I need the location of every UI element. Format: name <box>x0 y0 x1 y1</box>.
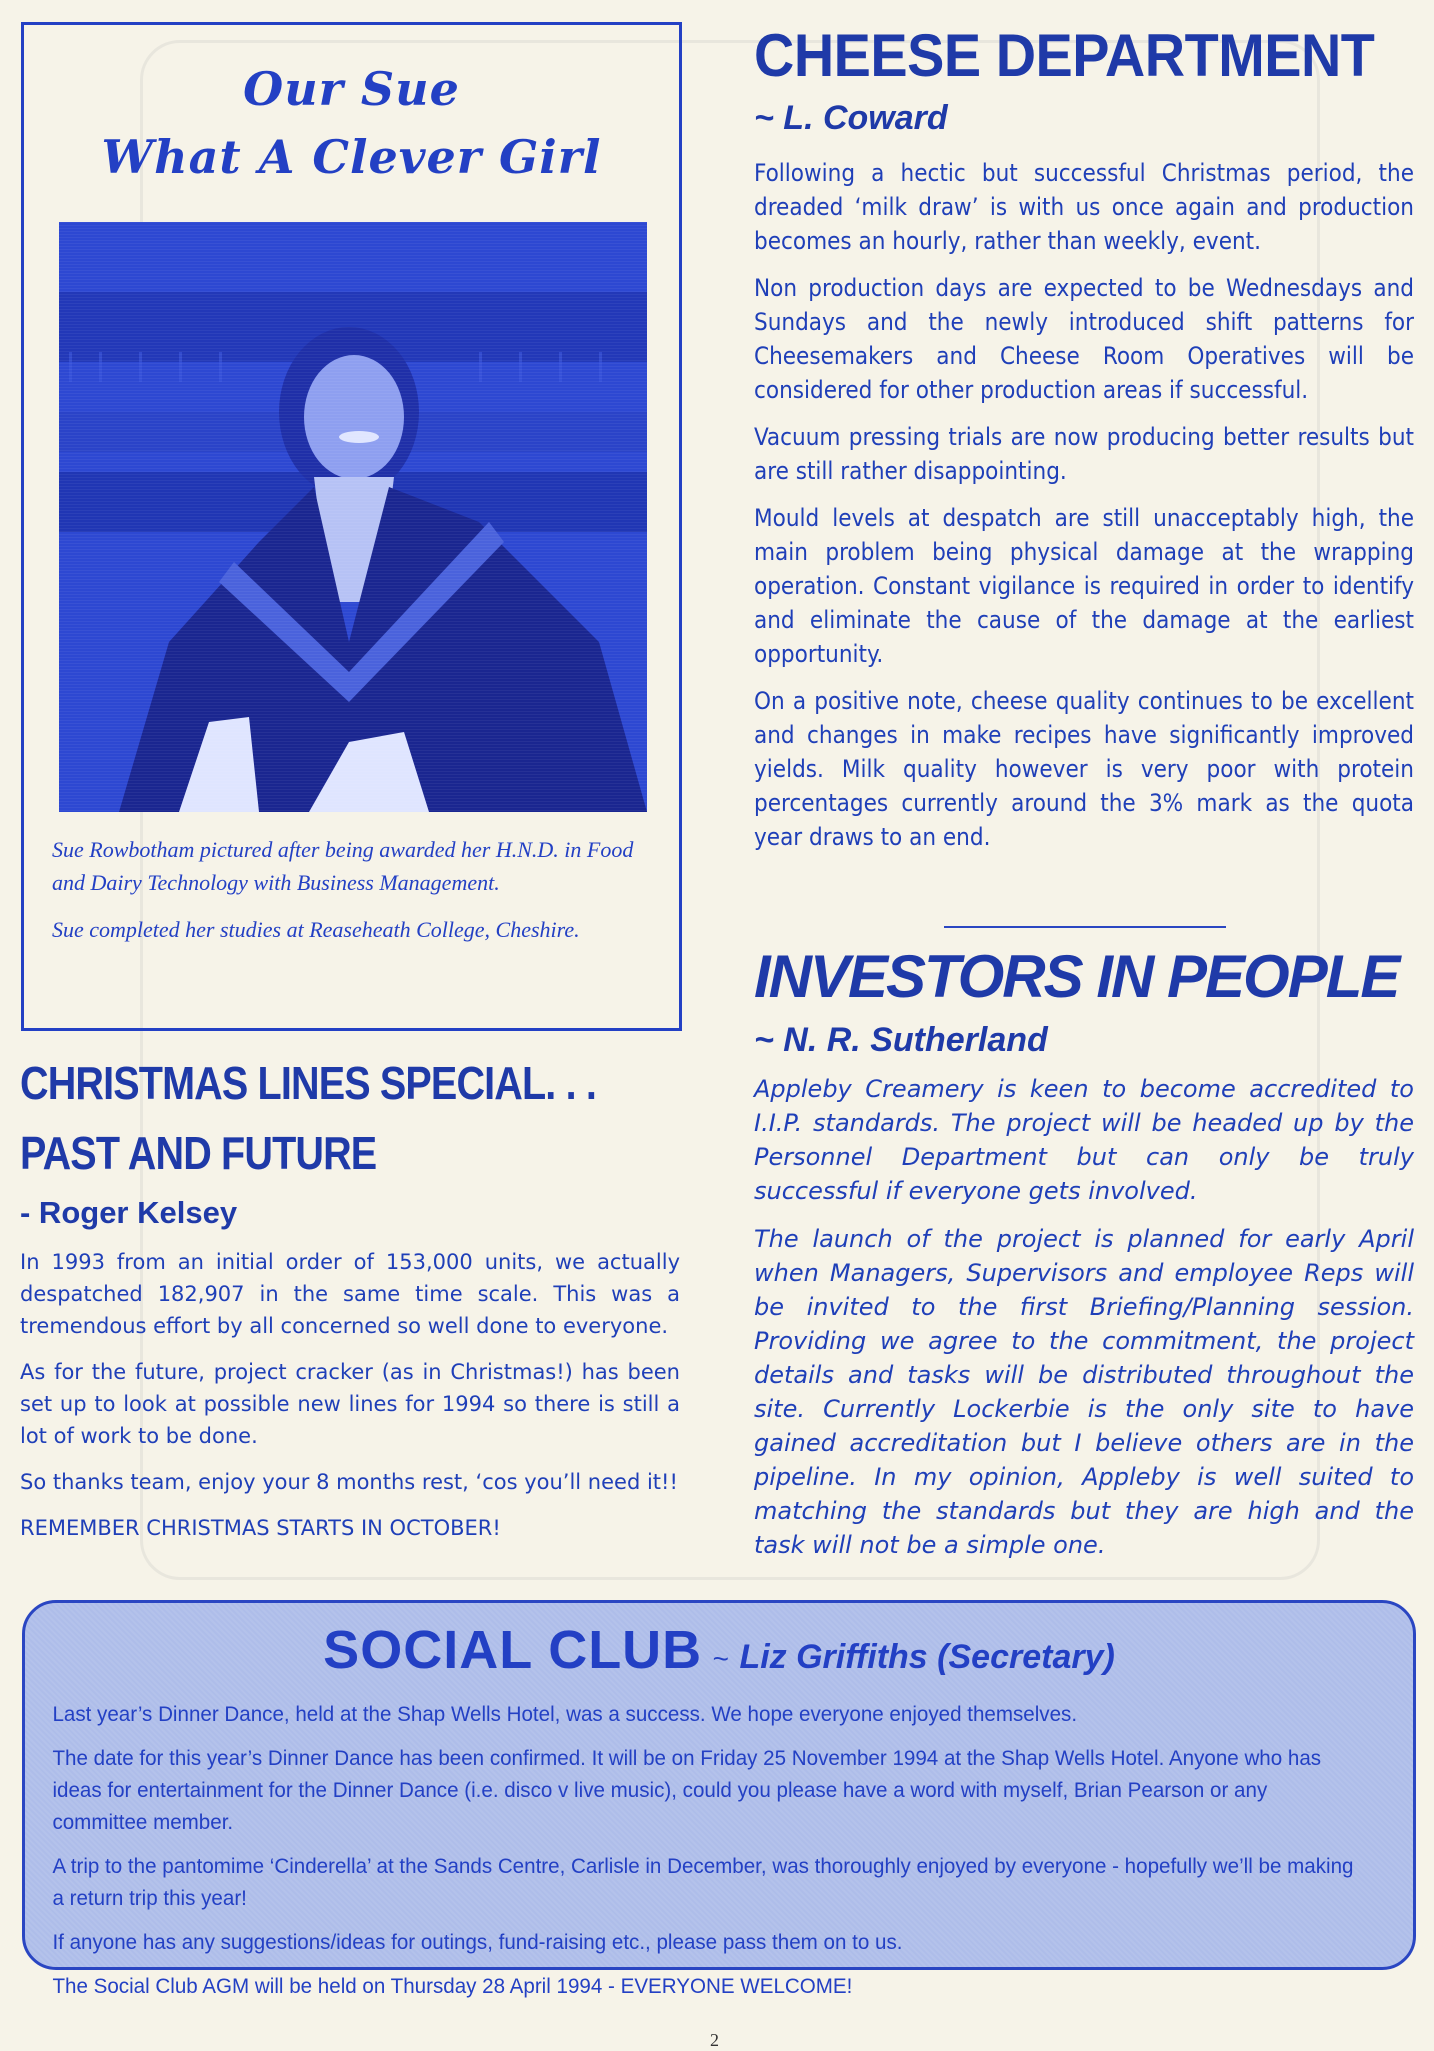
social-paragraph: A trip to the pantomime ‘Cinderella’ at the Sands Centre, Carlisle in December, was thoroughly enjoyed by everyone - hopefully we’ll be making a return trip this year! <box>52 1855 1354 1910</box>
article-title: CHEESE DEPARTMENT <box>754 22 1375 89</box>
graduation-photo <box>59 222 647 812</box>
social-club-body <box>25 1685 1385 2003</box>
investors-in-people-article <box>754 940 1414 1576</box>
article-title: INVESTORS IN PEOPLE <box>754 943 1399 1010</box>
sue-feature-title <box>24 55 679 191</box>
article-title-line-1: CHRISTMAS LINES SPECIAL. . . <box>20 1057 596 1109</box>
article-paragraph: In 1993 from an initial order of 153,000 units, we actually despatched 182,907 in the same time scale. This was a tremendous effort by all concerned so well done to everyone. <box>20 1250 680 1338</box>
article-closing-line: REMEMBER CHRISTMAS STARTS IN OCTOBER! <box>20 1516 501 1540</box>
social-paragraph: Last year’s Dinner Dance, held at the Shap Wells Hotel, was a success. We hope everyone enjoyed themselves. <box>52 1703 1078 1726</box>
sue-feature-box <box>21 22 682 1031</box>
social-paragraph: The date for this year’s Dinner Dance has been confirmed. It will be on Friday 25 November 1994 at the Shap Wells Hotel. Anyone who has ideas for entertainment for the Dinner Dance (i.e. disco v live music), could you please have a word with myself, Brian Pearson or any committee member. <box>52 1747 1322 1834</box>
article-title-line-2: PAST AND FUTURE <box>20 1127 377 1179</box>
article-body <box>754 156 1414 854</box>
social-club-byline: Liz Griffiths (Secretary) <box>739 1638 1115 1676</box>
article-body <box>20 1246 680 1544</box>
page-number: 2 <box>710 2030 719 2050</box>
article-paragraph: Appleby Creamery is keen to become accredited to I.I.P. standards. The project will be headed up by the Personnel Department but can only be truly successful if everyone gets involved. <box>754 1075 1414 1205</box>
article-paragraph: The launch of the project is planned for early April when Managers, Supervisors and employee Reps will be invited to the first Briefing/Planning session. Providing we agree to the commitment, the project details and tasks will be distributed throughout the site. Currently Lockerbie is the only site to have gained accreditation but I believe others are in the pipeline. In my opinion, Appleby is well suited to matching the standards but they are high and the task will not be a simple one. <box>754 1225 1414 1559</box>
cheese-department-article <box>754 20 1414 867</box>
social-paragraph: If anyone has any suggestions/ideas for outings, fund-raising etc., please pass them on to us. <box>52 1931 903 1954</box>
article-byline: - Roger Kelsey <box>20 1195 238 1230</box>
social-club-title: SOCIAL CLUB <box>323 1620 703 1680</box>
caption-paragraph: Sue completed her studies at Reaseheath College, Cheshire. <box>52 917 580 942</box>
social-paragraph: The Social Club AGM will be held on Thursday 28 April 1994 - EVERYONE WELCOME! <box>52 1975 853 1998</box>
article-paragraph: Vacuum pressing trials are now producing better results but are still rather disappointing. <box>754 423 1414 485</box>
social-club-header <box>25 1615 1413 1685</box>
article-paragraph: As for the future, project cracker (as in Christmas!) has been set up to look at possible new lines for 1994 so there is still a lot of work to be done. <box>20 1360 680 1448</box>
article-paragraph: So thanks team, enjoy your 8 months rest, ‘cos you’ll need it!! <box>20 1470 678 1494</box>
article-paragraph: On a positive note, cheese quality continues to be excellent and changes in make recipes have significantly improved yields. Milk quality however is very poor with protein percentages currently around the 3% mark as the quota year draws to an end. <box>754 687 1414 851</box>
sue-title-line-2: What A Clever Girl <box>101 130 602 184</box>
article-paragraph: Non production days are expected to be Wednesdays and Sundays and the newly introduced shift patterns for Cheesemakers and Cheese Room Operatives will be considered for other production areas if successful. <box>754 274 1414 404</box>
photo-caption <box>52 833 657 960</box>
caption-paragraph: Sue Rowbotham pictured after being awarded her H.N.D. in Food and Dairy Technology with Business Management. <box>52 837 634 895</box>
article-body <box>754 1072 1414 1562</box>
article-byline: ~ L. Coward <box>754 99 948 137</box>
article-paragraph: Mould levels at despatch are still unacceptably high, the main problem being physical damage at the wrapping operation. Constant vigilance is required in order to identify and eliminate the cause of the damage at the earliest opportunity. <box>754 504 1414 668</box>
article-byline: ~ N. R. Sutherland <box>754 1021 1048 1059</box>
sue-title-line-1: Our Sue <box>243 62 460 116</box>
section-divider <box>944 926 1226 928</box>
christmas-lines-article <box>20 1048 680 1558</box>
social-club-box <box>22 1600 1416 1998</box>
tilde-separator: ~ <box>712 1643 729 1674</box>
article-paragraph: Following a hectic but successful Christmas period, the dreaded ‘milk draw’ is with us once again and production becomes an hourly, rather than weekly, event. <box>754 159 1414 255</box>
portrait-image-icon <box>59 222 647 812</box>
